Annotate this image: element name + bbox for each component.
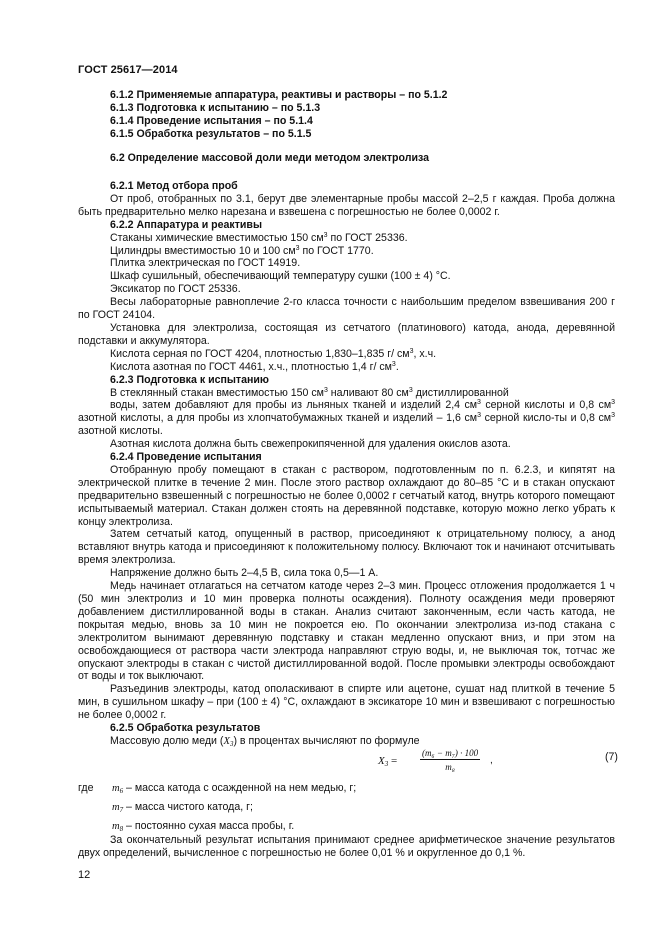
text-run: Стаканы химические вместимостью 150 см xyxy=(110,231,324,244)
toc-item: 6.1.4 Проведение испытания – по 5.1.4 xyxy=(110,114,313,127)
subsection-title: 6.2.3 Подготовка к испытанию xyxy=(110,373,269,386)
subsection-title: 6.2.4 Проведение испытания xyxy=(110,451,262,464)
text-run: дистиллированной xyxy=(412,386,509,399)
superscript: 3 xyxy=(611,399,616,407)
page-number: 12 xyxy=(78,869,91,881)
list-item: Весы лабораторные равноплечие 2-го класса точности с наибольшим пределом взвешивания 200 г по ГОСТ 24104. xyxy=(78,296,615,322)
superscript: 3 xyxy=(409,347,414,355)
section-heading xyxy=(78,152,615,165)
paragraph: От проб, отобранных по 3.1, берут две элементарные пробы массой 2–2,5 г каждая. Проба должна быть предварительно мелко нарезана и взвешена с погрешностью не более 0,0002 г. xyxy=(78,192,615,218)
list-item: Плитка электрическая по ГОСТ 14919. xyxy=(110,257,301,270)
superscript: 3 xyxy=(408,386,413,394)
list-item xyxy=(78,245,615,258)
definition-text: – масса катода с осажденной на нем медью, г; xyxy=(126,782,357,794)
section-title: 6.2 Определение массовой доли меди методом электролиза xyxy=(110,152,429,164)
text-run: Цилиндры вместимостью 10 и 100 см xyxy=(110,244,296,257)
toc-item: 6.1.3 Подготовка к испытанию – по 5.1.3 xyxy=(110,101,321,114)
toc-item: 6.1.5 Обработка результатов – по 5.1.5 xyxy=(110,127,312,140)
list-item xyxy=(78,348,615,361)
paragraph: Напряжение должно быть 2–4,5 В, сила тока 0,5—1 А. xyxy=(110,567,379,580)
symbol: m xyxy=(112,802,120,813)
final-text xyxy=(78,834,615,860)
text-run: 0,8 см xyxy=(579,399,612,412)
text-run: Массовую долю меди ( xyxy=(110,734,224,747)
text-run: воды, затем добавляют для пробы из льняных тканей и изделий 2,4 см xyxy=(110,399,478,412)
superscript: 3 xyxy=(611,412,615,420)
definition-symbol xyxy=(112,798,123,817)
text-run: по ГОСТ 25336. xyxy=(327,231,408,244)
paragraph: Медь начинает отлагаться на сетчатом катоде через 2–3 мин. Процесс отложения продолжается 1 ч (50 мин электролиз и 10 мин проверка полноты осаждения). Полноту осаждения меди проверяют добавлением дистиллированной воды в стакан. Анализ считают законченным, если часть катода, не покрытая медью, вновь за 10 мин не покроется ею. По окончании электролиза из-под стакана с электролитом вынимают деревянную подставку и стакан медленно опускают вниз, и при этом на освобождающиеся от раствора части электрода направляют струю воды, и, не выключая ток, тотчас же опускают электроды в стакан с чистой дистиллированной водой. После промывки электроды освобождают от воды и ток выключают. xyxy=(78,580,615,683)
text-run: азотной кислоты. xyxy=(78,425,163,438)
equals: = xyxy=(388,755,398,767)
text-run: Кислота серная по ГОСТ 4204, плотностью 1,830–1,835 г/ см xyxy=(110,347,410,360)
definition-text: – постоянно сухая масса пробы, г. xyxy=(126,820,295,832)
main-text xyxy=(78,180,615,749)
formula-fraction xyxy=(420,748,480,772)
text-run: . xyxy=(395,360,399,373)
superscript: 3 xyxy=(477,399,481,407)
subsection-title: 6.2.5 Обработка результатов xyxy=(110,722,261,735)
text-run: по ГОСТ 1770. xyxy=(299,244,374,257)
subsection-title: 6.2.1 Метод отбора проб xyxy=(110,180,238,192)
paragraph xyxy=(78,399,615,438)
text-run: , х.ч. xyxy=(413,347,437,360)
paragraph: Разъединив электроды, катод ополаскивают в спирте или ацетоне, сушат над плиткой в течение 5 мин, в сушильном шкафу – при (100 ± 4) °С, охлаждают в эксикаторе 10 мин и взвешивают с погрешностью не более 0,0002 г. xyxy=(78,683,615,722)
subscript: 3 xyxy=(229,739,234,748)
text-run: серной кисло- xyxy=(480,412,555,425)
superscript: 3 xyxy=(323,231,328,239)
subscript: 6 xyxy=(119,787,124,795)
list-item xyxy=(78,361,615,374)
definition-row xyxy=(78,798,615,817)
standard-header: ГОСТ 25617—2014 xyxy=(78,64,178,76)
symbol: m xyxy=(112,783,120,794)
paragraph: Отобранную пробу помещают в стакан с раствором, подготовленным по п. 6.2.3, и кипятят на электрической плитке в течение 2 мин. После этого раствор охлаждают до 80–85 °С и в стакан опускают предварительно взвешенный с погрешностью не более 0,0002 г сетчатый катод, внутрь которого помещают испытываемый материал. Стакан должен стоять на деревянной подставке, которую можно легко убрать к концу электролиза. xyxy=(78,463,615,528)
text-run: наливают 80 см xyxy=(327,386,409,399)
subscript: 8 xyxy=(119,825,124,833)
definition-row xyxy=(78,779,615,798)
text-run: Кислота азотная по ГОСТ 4461, х.ч., плотностью 1,4 г/ см xyxy=(110,360,392,373)
formula-numerator: (m₆ − m₇) · 100 xyxy=(422,748,479,758)
list-item xyxy=(78,232,615,245)
symbol: X xyxy=(223,735,230,747)
toc-item: 6.1.2 Применяемые аппаратура, реактивы и растворы – по 5.1.2 xyxy=(110,89,448,101)
subscript: 3 xyxy=(384,760,389,768)
paragraph: За окончательный результат испытания принимают среднее арифметическое значение результатов двух определений, вычисленное с погрешностью не более 0,01 % и округленное до 0,1 %. xyxy=(78,834,615,859)
definition-text: – масса чистого катода, г; xyxy=(126,801,253,813)
where-label: где xyxy=(78,782,94,794)
list-item: Шкаф сушильный, обеспечивающий температуру сушки (100 ± 4) °С. xyxy=(110,270,451,283)
subsection-title: 6.2.2 Аппаратура и реактивы xyxy=(110,218,262,231)
symbol: m xyxy=(112,821,120,832)
toc-block xyxy=(78,89,615,141)
paragraph: Азотная кислота должна быть свежепрокипяченной для удаления окислов азота. xyxy=(110,438,511,451)
subscript: 7 xyxy=(119,806,124,814)
paragraph-line xyxy=(78,387,615,400)
text-run: ты и 0,8 см xyxy=(554,412,612,425)
formula-lhs xyxy=(378,755,397,767)
symbol: X xyxy=(378,755,385,767)
text-run: азотной кислоты, а для пробы из хлопчатобумажных тканей и изделий – 1,6 см xyxy=(78,412,478,425)
formula-denominator: m₈ xyxy=(445,762,455,772)
variable-definitions xyxy=(78,779,615,836)
paragraph: Затем сетчатый катод, опущенный в раствор, присоединяют к отрицательному полюсу, а анод вставляют внутрь катода и присоединяют к положительному полюсу. Включают ток и начинают отсчитывать время электролиза. xyxy=(78,528,615,567)
formula-number: (7) xyxy=(605,751,618,763)
superscript: 3 xyxy=(477,412,481,420)
superscript: 3 xyxy=(295,244,300,252)
definition-symbol xyxy=(112,779,123,798)
formula-comma: , xyxy=(490,755,493,766)
text-run: серной кислоты и xyxy=(480,399,576,412)
superscript: 3 xyxy=(323,386,328,394)
text-run: В стеклянный стакан вместимостью 150 см xyxy=(110,386,324,399)
superscript: 3 xyxy=(391,360,396,368)
text-run: ) в процентах вычисляют по формуле xyxy=(233,734,420,747)
list-item: Установка для электролиза, состоящая из сетчатого (платинового) катода, анода, деревянной подставки и аккумулятора. xyxy=(78,321,615,347)
formula-7 xyxy=(78,746,618,780)
list-item: Эксикатор по ГОСТ 25336. xyxy=(110,283,241,296)
